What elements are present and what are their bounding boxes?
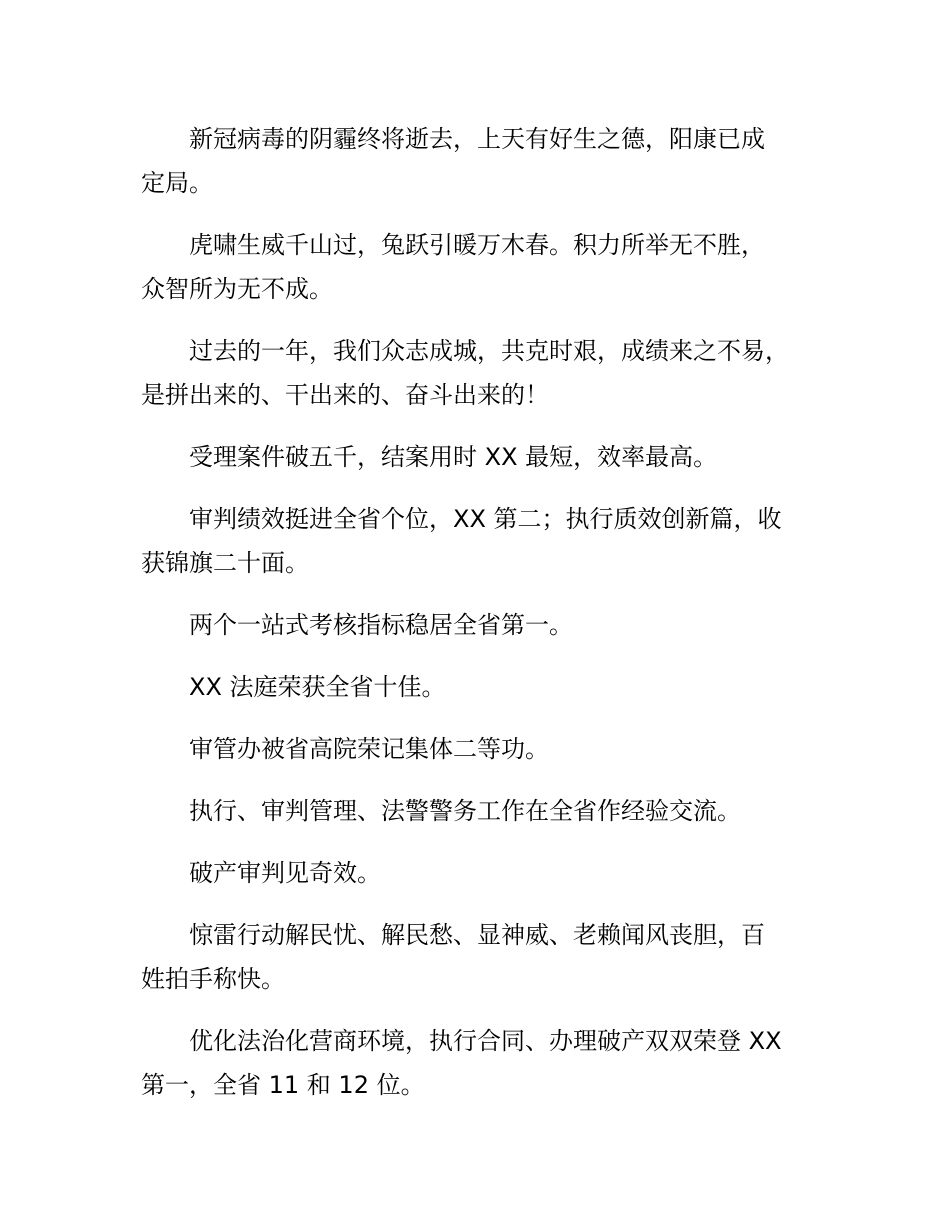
- paragraph-12-line-2: 第一，全省 11 和 12 位。: [141, 1071, 425, 1099]
- paragraph-9: [141, 789, 841, 833]
- paragraph-3-line-2: 是拼出来的、干出来的、奋斗出来的！: [141, 381, 549, 409]
- paragraph-11-line-1: 惊雷行动解民忧、解民愁、显神威、老赖闻风丧胆，百: [189, 921, 765, 949]
- paragraph-10-line-1: 破产审判见奇效。: [189, 859, 381, 887]
- paragraph-1: [141, 117, 841, 205]
- paragraph-2: [141, 223, 841, 311]
- paragraph-6-line-1: 两个一站式考核指标稳居全省第一。: [189, 611, 573, 639]
- document-body: [141, 117, 841, 1125]
- paragraph-7: [141, 665, 841, 709]
- paragraph-8: [141, 727, 841, 771]
- paragraph-2-line-2: 众智所为无不成。: [141, 275, 333, 303]
- paragraph-3-line-1: 过去的一年，我们众志成城，共克时艰，成绩来之不易，: [189, 337, 789, 365]
- paragraph-11-line-2: 姓拍手称快。: [141, 965, 285, 993]
- paragraph-5-line-2: 获锦旗二十面。: [141, 549, 309, 577]
- paragraph-9-line-1: 执行、审判管理、法警警务工作在全省作经验交流。: [189, 797, 741, 825]
- paragraph-4: [141, 435, 841, 479]
- paragraph-5: [141, 497, 841, 585]
- paragraph-10: [141, 851, 841, 895]
- paragraph-6: [141, 603, 841, 647]
- paragraph-8-line-1: 审管办被省高院荣记集体二等功。: [189, 735, 549, 763]
- paragraph-5-line-1: 审判绩效挺进全省个位，XX 第二；执行质效创新篇，收: [189, 505, 782, 533]
- paragraph-12-line-1: 优化法治化营商环境，执行合同、办理破产双双荣登 XX: [189, 1027, 782, 1055]
- paragraph-1-line-1: 新冠病毒的阴霾终将逝去，上天有好生之德，阳康已成: [189, 125, 765, 153]
- paragraph-7-line-1: XX 法庭荣获全省十佳。: [189, 673, 446, 701]
- paragraph-2-line-1: 虎啸生威千山过，兔跃引暖万木春。积力所举无不胜，: [189, 231, 765, 259]
- paragraph-12: [141, 1019, 841, 1107]
- paragraph-1-line-2: 定局。: [141, 169, 213, 197]
- paragraph-11: [141, 913, 841, 1001]
- paragraph-4-line-1: 受理案件破五千，结案用时 XX 最短，效率最高。: [189, 443, 718, 471]
- paragraph-3: [141, 329, 841, 417]
